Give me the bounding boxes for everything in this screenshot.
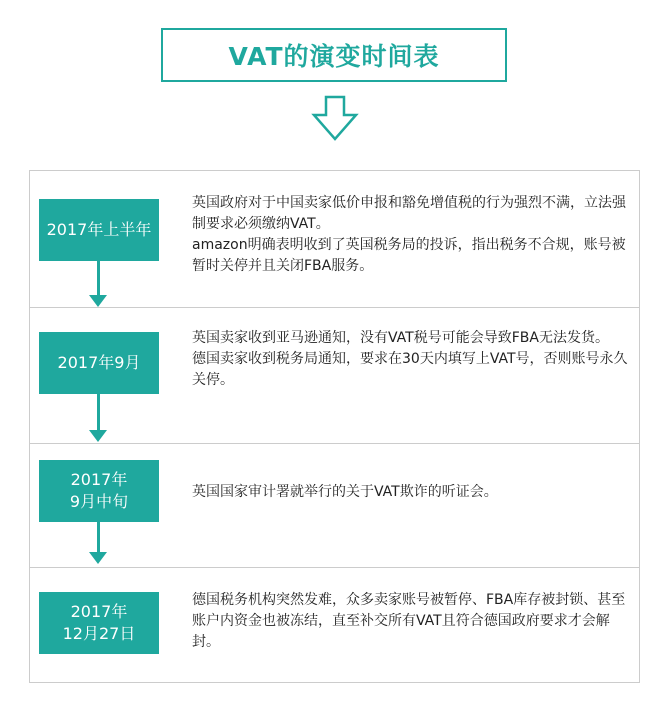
- date-line: 2017年: [70, 470, 128, 489]
- event-paragraph: 英国政府对于中国卖家低价申报和豁免增值税的行为强烈不满，立法强制要求必须缴纳VAT。: [192, 195, 626, 232]
- timeline-connector: [97, 522, 100, 552]
- event-description-4: [192, 590, 632, 653]
- event-paragraph: amazon明确表明收到了英国税务局的投诉，指出税务不合规，账号被暂时关停并且关闭FBA服务。: [192, 237, 626, 274]
- timeline-connector: [97, 394, 100, 430]
- event-paragraph: 德国卖家收到税务局通知，要求在30天内填写上VAT号，否则账号永久关停。: [192, 351, 628, 388]
- row-divider: [29, 567, 640, 568]
- event-paragraph: 英国国家审计署就举行的关于VAT欺诈的听证会。: [192, 484, 498, 500]
- title-box: [161, 28, 507, 82]
- date-box-4: [39, 592, 159, 654]
- timeline-arrow-icon: [89, 430, 107, 442]
- date-line: 2017年: [70, 602, 128, 621]
- event-description-2: [192, 328, 632, 391]
- date-box-2: [39, 332, 159, 394]
- timeline-arrow-icon: [89, 295, 107, 307]
- date-line: 12月27日: [62, 624, 136, 643]
- date-line: 2017年上半年: [46, 220, 152, 239]
- row-divider: [29, 443, 640, 444]
- event-description-1: [192, 193, 632, 277]
- event-description-3: [192, 482, 632, 503]
- date-line: 2017年9月: [57, 353, 141, 372]
- date-box-1: [39, 199, 159, 261]
- page-title: VAT的演变时间表: [228, 42, 440, 71]
- down-arrow-icon: [311, 95, 359, 141]
- event-paragraph: 德国税务机构突然发难，众多卖家账号被暂停、FBA库存被封锁、甚至账户内资金也被冻结，直至补交所有VAT且符合德国政府要求才会解封。: [192, 592, 626, 650]
- timeline-connector: [97, 261, 100, 295]
- date-box-3: [39, 460, 159, 522]
- row-divider: [29, 307, 640, 308]
- date-line: 9月中旬: [69, 492, 129, 511]
- event-paragraph: 英国卖家收到亚马逊通知，没有VAT税号可能会导致FBA无法发货。: [192, 330, 609, 346]
- timeline-arrow-icon: [89, 552, 107, 564]
